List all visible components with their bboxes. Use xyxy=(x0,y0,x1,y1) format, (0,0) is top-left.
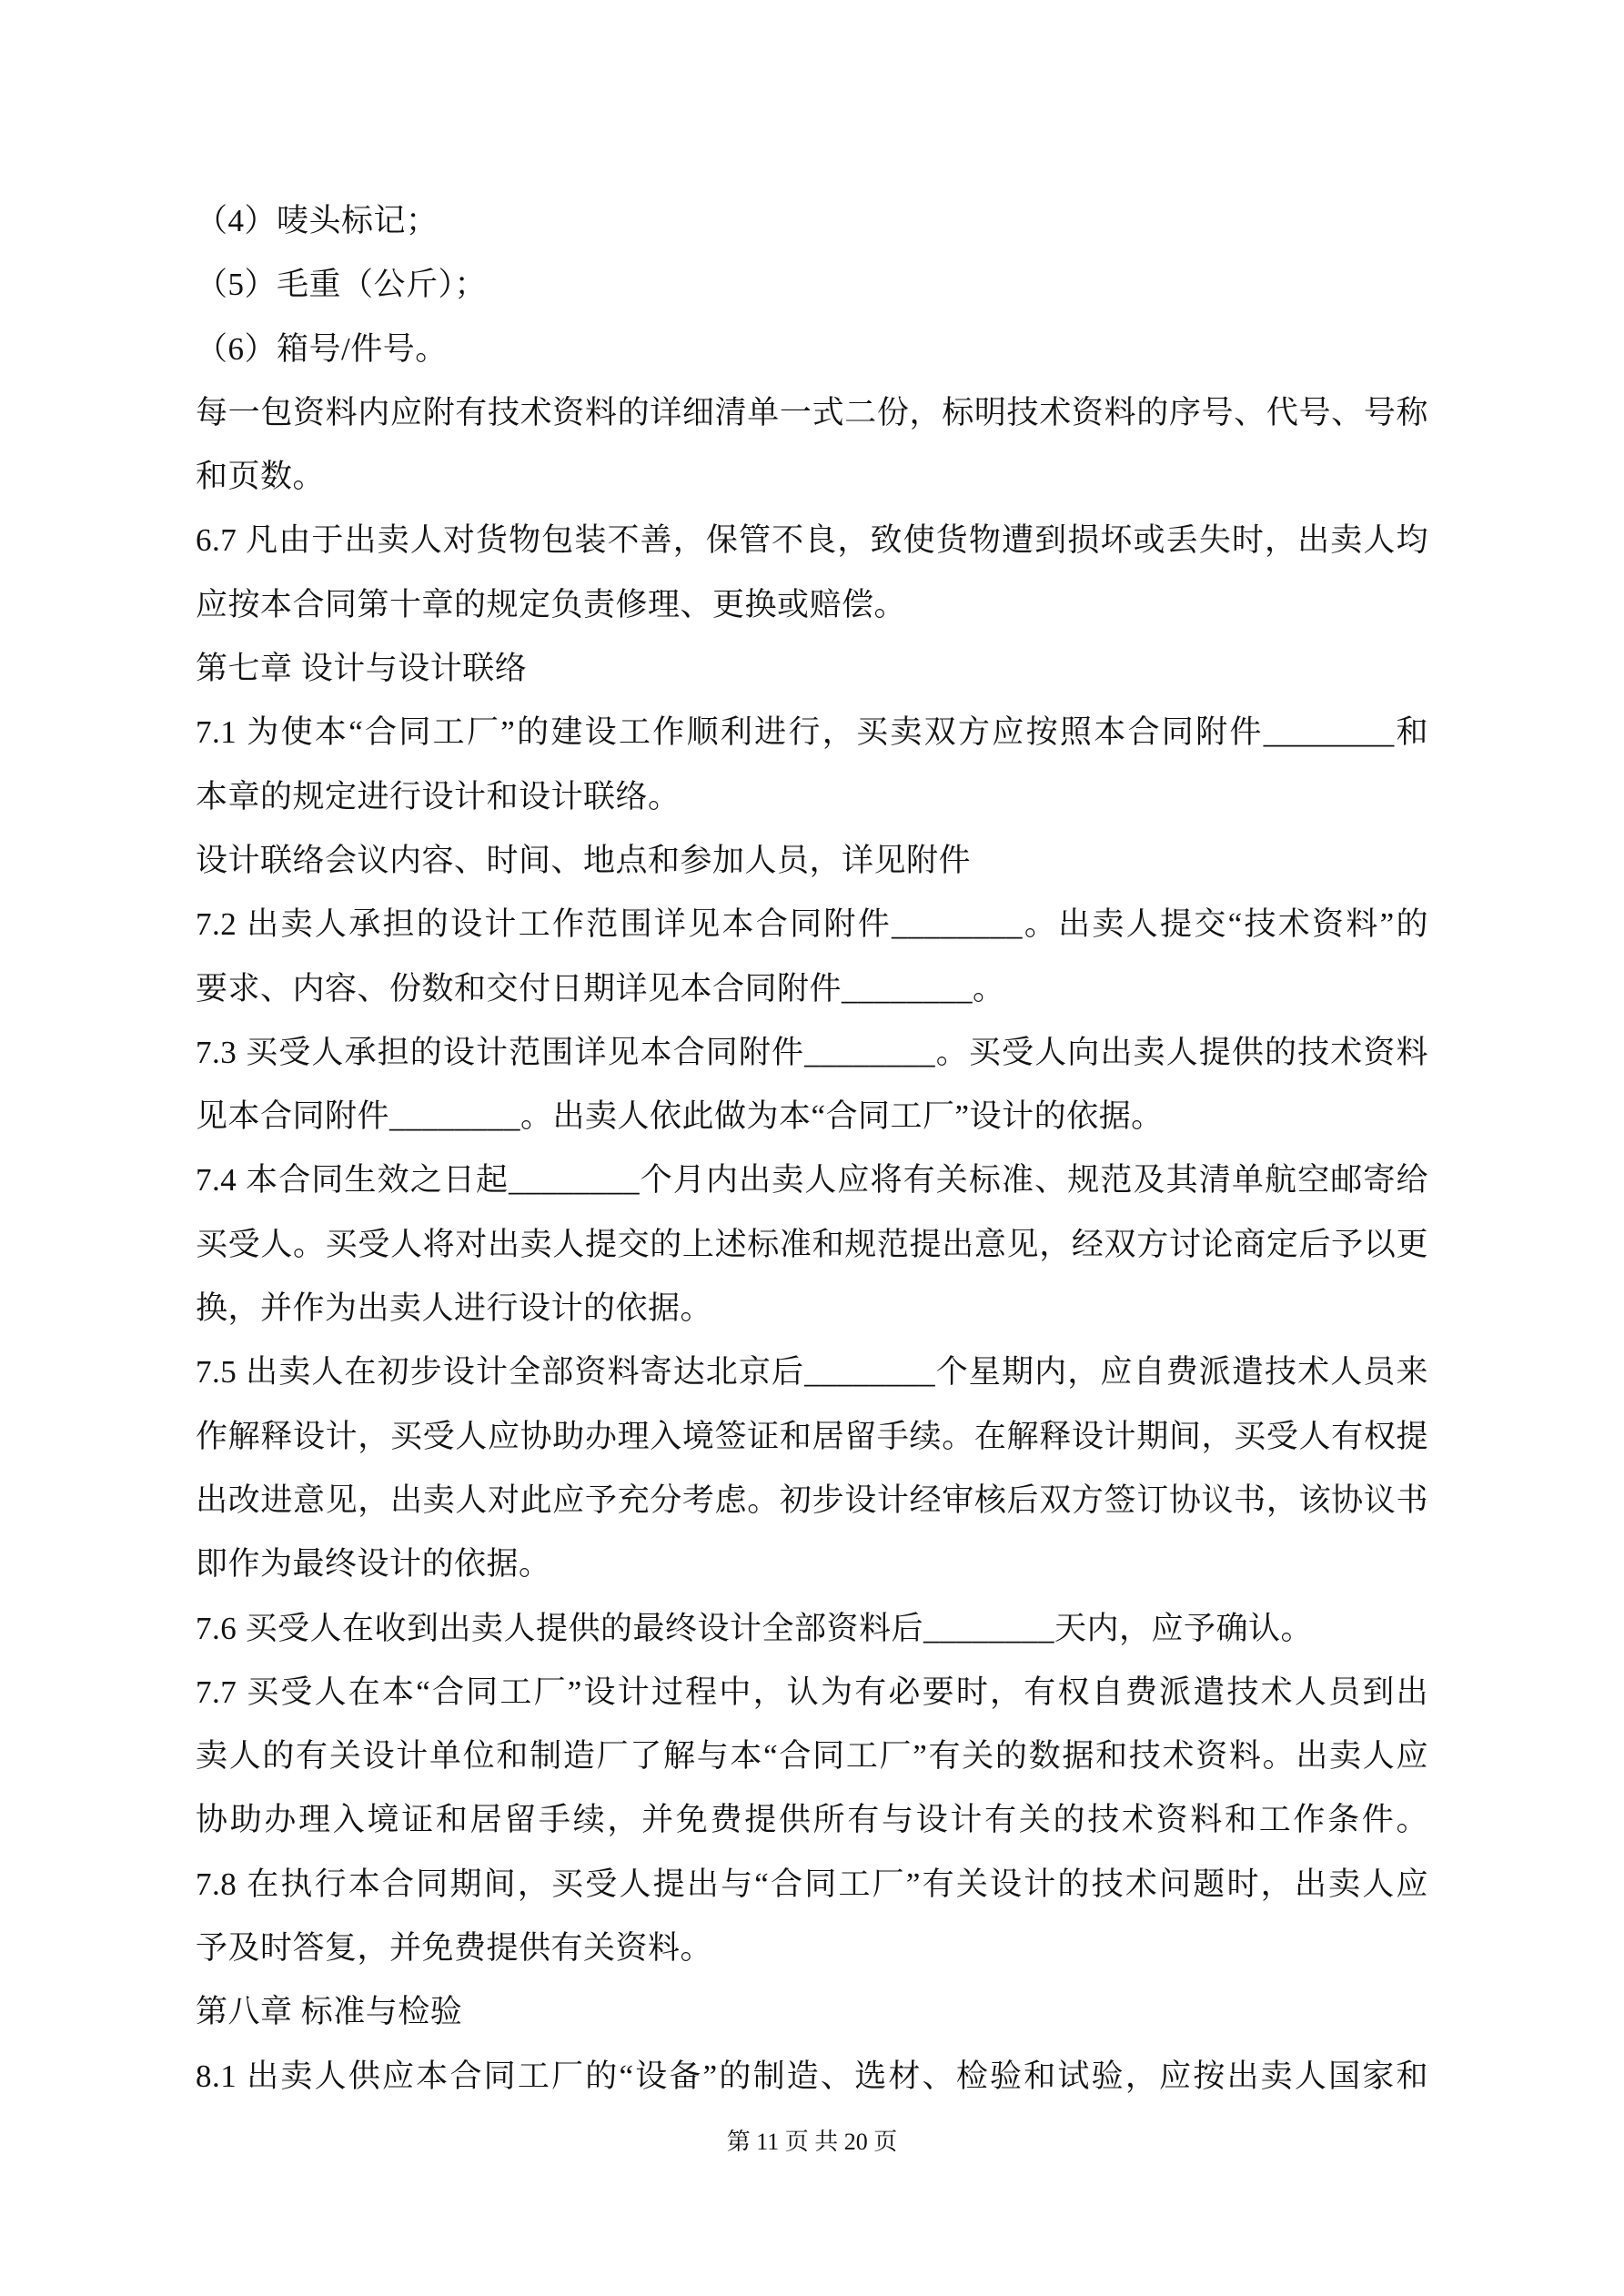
contract-line: 7.5 出卖人在初步设计全部资料寄达北京后________个星期内，应自费派遣技术人员来 xyxy=(196,1354,1428,1391)
contract-line: 应按本合同第十章的规定负责修理、更换或赔偿。 xyxy=(196,586,907,622)
contract-text-block xyxy=(196,189,1428,2109)
contract-line: 7.6 买受人在收到出卖人提供的最终设计全部资料后________天内，应予确认。 xyxy=(196,1610,1314,1646)
chapter-heading-7: 第七章 设计与设计联络 xyxy=(196,651,528,687)
contract-line: 每一包资料内应附有技术资料的详细清单一式二份，标明技术资料的序号、代号、号称 xyxy=(196,394,1428,430)
contract-line: 出改进意见，出卖人对此应予充分考虑。初步设计经审核后双方签订协议书，该协议书 xyxy=(196,1482,1428,1518)
contract-line: 卖人的有关设计单位和制造厂了解与本“合同工厂”有关的数据和技术资料。出卖人应 xyxy=(196,1738,1428,1775)
contract-line: 7.8 在执行本合同期间，买受人提出与“合同工厂”有关设计的技术问题时，出卖人应 xyxy=(196,1866,1428,1902)
contract-line: 作解释设计，买受人应协助办理入境签证和居留手续。在解释设计期间，买受人有权提 xyxy=(196,1418,1428,1454)
contract-line: 买受人。买受人将对出卖人提交的上述标准和规范提出意见，经双方讨论商定后予以更 xyxy=(196,1226,1428,1262)
contract-line: 7.3 买受人承担的设计范围详见本合同附件________。买受人向出卖人提供的技术资料 xyxy=(196,1034,1428,1070)
contract-line: （6）箱号/件号。 xyxy=(196,330,448,367)
contract-line: 即作为最终设计的依据。 xyxy=(196,1546,551,1583)
contract-line: 8.1 出卖人供应本合同工厂的“设备”的制造、选材、检验和试验，应按出卖人国家和 xyxy=(196,2058,1428,2094)
page-number-footer: 第 11 页 共 20 页 xyxy=(726,2129,898,2155)
contract-line: 7.7 买受人在本“合同工厂”设计过程中，认为有必要时，有权自费派遣技术人员到出 xyxy=(196,1674,1428,1710)
chapter-heading-8: 第八章 标准与检验 xyxy=(196,1994,463,2030)
contract-line: 要求、内容、份数和交付日期详见本合同附件________。 xyxy=(196,970,1005,1006)
contract-line: 和页数。 xyxy=(196,459,326,495)
contract-line: 予及时答复，并免费提供有关资料。 xyxy=(196,1930,713,1967)
contract-line: 协助办理入境证和居留手续，并免费提供所有与设计有关的技术资料和工作条件。 xyxy=(196,1802,1428,1838)
contract-line: （5）毛重（公斤）； xyxy=(196,267,488,303)
contract-line: 设计联络会议内容、时间、地点和参加人员，详见附件 xyxy=(196,842,972,878)
contract-line: 6.7 凡由于出卖人对货物包装不善，保管不良，致使货物遭到损坏或丢失时，出卖人均 xyxy=(196,522,1428,559)
contract-line: 换，并作为出卖人进行设计的依据。 xyxy=(196,1290,713,1327)
contract-line: 本章的规定进行设计和设计联络。 xyxy=(196,778,681,814)
contract-line: （4）唛头标记； xyxy=(196,203,439,238)
contract-line: 7.2 出卖人承担的设计工作范围详见本合同附件________。出卖人提交“技术资料”的 xyxy=(196,906,1428,943)
contract-line: 见本合同附件________。出卖人依此做为本“合同工厂”设计的依据。 xyxy=(196,1098,1164,1135)
contract-line: 7.1 为使本“合同工厂”的建设工作顺利进行，买卖双方应按照本合同附件________和 xyxy=(196,714,1428,751)
contract-line: 7.4 本合同生效之日起________个月内出卖人应将有关标准、规范及其清单航空邮寄给 xyxy=(196,1162,1428,1199)
